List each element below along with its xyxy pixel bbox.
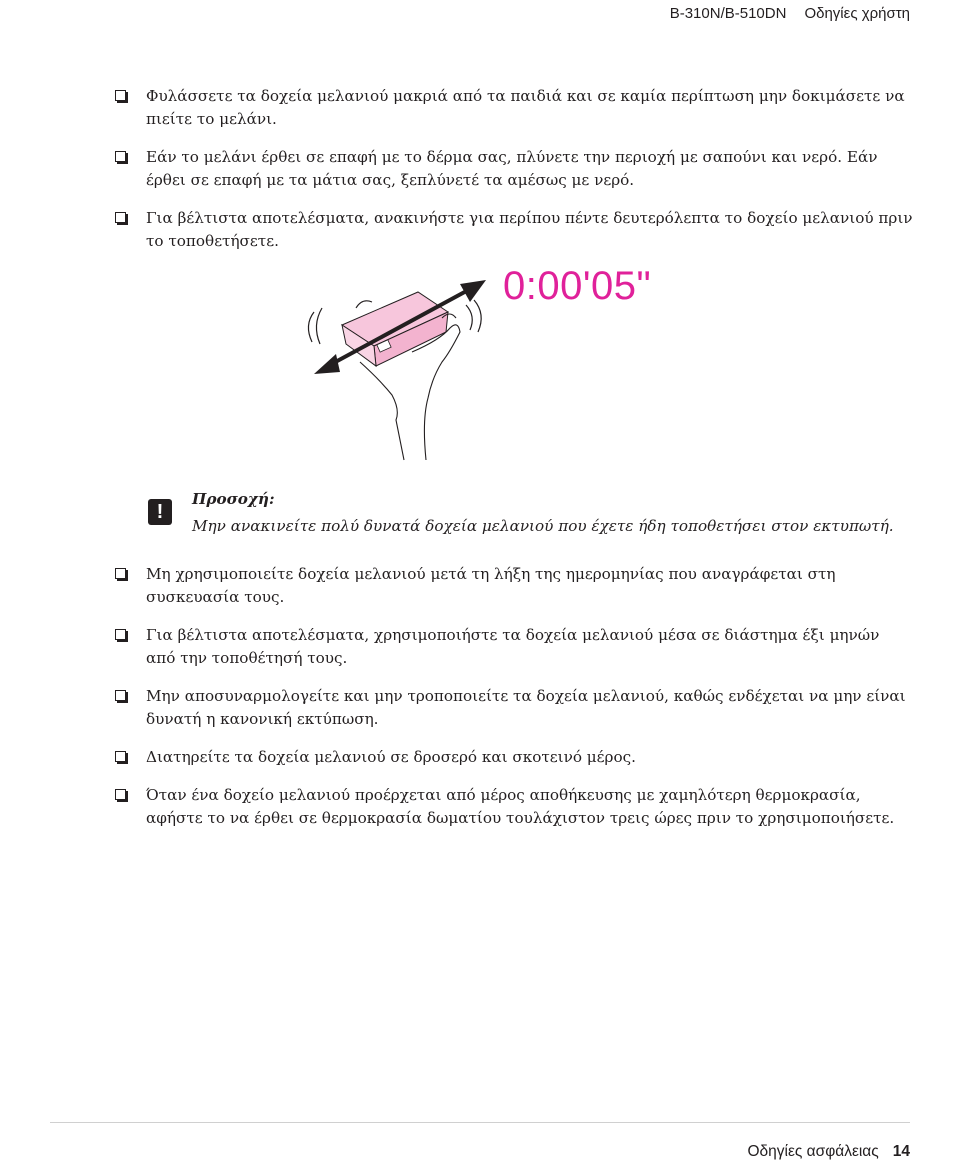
safety-list-top (113, 85, 913, 268)
list-item (113, 85, 913, 131)
list-item (113, 685, 913, 731)
model-name: B-310N/B-510DN (669, 4, 787, 22)
list-item-text: Φυλάσσετε τα δοχεία μελανιού μακριά από τα παιδιά και σε καμία περίπτωση μην δοκιμάσετε να πιείτε το μελάνι. (146, 87, 905, 128)
checkbox-bullet-icon (115, 568, 126, 579)
list-item-text: Διατηρείτε τα δοχεία μελανιού σε δροσερό και σκοτεινό μέρος. (146, 748, 636, 766)
safety-list-bottom (113, 563, 913, 845)
list-item (113, 563, 913, 609)
checkbox-bullet-icon (115, 690, 126, 701)
list-item (113, 146, 913, 192)
list-item (113, 207, 913, 253)
page-number: 14 (892, 1143, 910, 1160)
caution-text: Μην ανακινείτε πολύ δυνατά δοχεία μελανιού που έχετε ήδη τοποθετήσει στον εκτυπωτή. (192, 517, 894, 535)
list-item (113, 746, 913, 769)
list-item-text: Για βέλτιστα αποτελέσματα, χρησιμοποιήστε τα δοχεία μελανιού μέσα σε διάστημα έξι μηνών από την τοποθέτησή τους. (146, 626, 880, 667)
shake-timer: 0:00'05" (503, 264, 652, 308)
shake-direction-arrow (314, 280, 486, 374)
checkbox-bullet-icon (115, 212, 126, 223)
list-item (113, 624, 913, 670)
section-name: Οδηγίες ασφάλειας (747, 1143, 879, 1160)
guide-title: Οδηγίες χρήστη (804, 4, 910, 22)
list-item-text: Όταν ένα δοχείο μελανιού προέρχεται από μέρος αποθήκευσης με χαμηλότερη θερμοκρασία, αφήστε το να έρθει σε θερμοκρασία δωματίου τουλάχιστον τρεις ώρες πριν το χρησιμοποιήσετε. (146, 786, 895, 827)
checkbox-bullet-icon (115, 90, 126, 101)
checkbox-bullet-icon (115, 151, 126, 162)
list-item-text: Εάν το μελάνι έρθει σε επαφή με το δέρμα σας, πλύνετε την περιοχή με σαπούνι και νερό. Εάν έρθει σε επαφή με τα μάτια σας, ξεπλύνετέ τα αμέσως με νερό. (146, 148, 878, 189)
checkbox-bullet-icon (115, 751, 126, 762)
page-header (670, 2, 910, 24)
footer-divider (50, 1122, 910, 1123)
checkbox-bullet-icon (115, 629, 126, 640)
caution-title: Προσοχή: (192, 490, 275, 508)
checkbox-bullet-icon (115, 789, 126, 800)
list-item-text: Για βέλτιστα αποτελέσματα, ανακινήστε για περίπου πέντε δευτερόλεπτα το δοχείο μελανιού πριν το τοποθετήσετε. (146, 209, 913, 250)
exclamation-icon: ! (148, 499, 172, 525)
list-item (113, 784, 913, 830)
list-item-text: Μην αποσυναρμολογείτε και μην τροποποιείτε τα δοχεία μελανιού, καθώς ενδέχεται να μην είναι δυνατή η κανονική εκτύπωση. (146, 687, 906, 728)
page-footer (747, 1143, 910, 1161)
list-item-text: Μη χρησιμοποιείτε δοχεία μελανιού μετά τη λήξη της ημερομηνίας που αναγράφεται στη συσκευασία τους. (146, 565, 836, 606)
